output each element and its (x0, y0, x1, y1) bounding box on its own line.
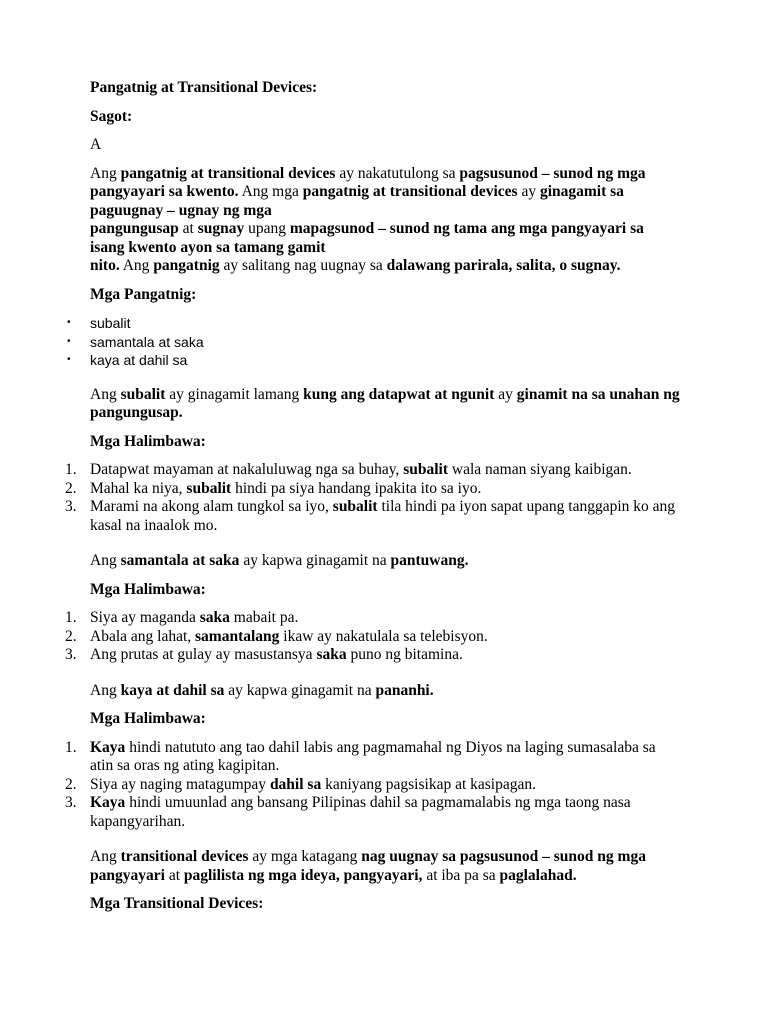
bullet-icon: • (67, 317, 71, 328)
kaya-paragraph: Ang kaya at dahil sa ay kapwa ginagamit na pananhi. (90, 681, 434, 699)
halimbawa-heading-3: Mga Halimbawa: (90, 710, 206, 727)
list-item: 1. Kaya hindi natututo ang tao dahil labis ang pagmamahal ng Diyos na laging sumasalaba sa atin sa oras ng ating kagipitan. (65, 738, 656, 774)
samantala-paragraph: Ang samantala at saka ay kapwa ginagamit na pantuwang. (90, 552, 469, 569)
list-item: 2. Siya ay naging matagumpay dahil sa kaniyang pagsisikap at kasipagan. (65, 775, 536, 793)
list-item: • samantala at saka (67, 333, 204, 350)
list-item: 3. Kaya hindi umuunlad ang bansang Pilipinas dahil sa pagmamalabis ng mga taong nasa kapangyarihan. (65, 794, 631, 830)
list-item: 2. Abala ang lahat, samantalang ikaw ay nakatulala sa telebisyon. (65, 627, 488, 645)
list-item: 1. Siya ay maganda saka mabait pa. (65, 609, 299, 626)
subalit-paragraph: Ang subalit ay ginagamit lamang kung ang datapwat at ngunit ay ginamit na sa unahan ng pangungusap. (90, 385, 680, 421)
examples-list-1 (65, 461, 680, 535)
list-item: • subalit (67, 315, 131, 331)
list-item: 3. Ang prutas at gulay ay masustansya saka puno ng bitamina. (65, 646, 463, 663)
halimbawa-heading-1: Mga Halimbawa: (90, 432, 206, 450)
list-item: • kaya at dahil sa (67, 352, 188, 368)
list-item: 3. Marami na akong alam tungkol sa iyo, subalit tila hindi pa iyon sapat upang tanggapin ko ang kasal na inaalok mo. (65, 498, 676, 534)
halimbawa-heading-2: Mga Halimbawa: (90, 580, 206, 598)
examples-list-2 (65, 609, 680, 665)
bullet-icon: • (67, 354, 71, 365)
examples-list-3 (65, 738, 680, 832)
answer-label: Sagot: (90, 107, 133, 125)
pangatnig-heading: Mga Pangatnig: (90, 285, 197, 303)
intro-paragraph: Ang pangatnig at transitional devices ay nakatutulong sa pagsusunod – sunod ng mga pangyayari sa kwento. Ang mga pangatnig at transitional devices ay ginagamit sa paguugnay – ugnay ng mga pangungusap at sugnay upang mapagsunod – sunod ng tama ang mga pangyayari sa isang kwento ayon sa tamang gamit nito. Ang pangatnig ay salitang nag uugnay sa dalawang parirala, salita, o sugnay. (90, 164, 646, 274)
answer-value: A (90, 136, 102, 153)
transitional-heading: Mga Transitional Devices: (90, 895, 264, 912)
list-item: 2. Mahal ka niya, subalit hindi pa siya handang ipakita ito sa iyo. (65, 479, 482, 497)
document-title: Pangatnig at Transitional Devices: (90, 79, 318, 96)
list-item: 1. Datapwat mayaman at nakaluluwag nga sa buhay, subalit wala naman siyang kaibigan. (65, 461, 632, 478)
pangatnig-list (67, 314, 680, 370)
bullet-icon: • (67, 335, 71, 347)
transitional-paragraph: Ang transitional devices ay mga katagang nag uugnay sa pagsusunod – sunod ng mga pangyayari at paglilista ng mga ideya, pangyayari, at iba pa sa paglalahad. (90, 848, 646, 884)
